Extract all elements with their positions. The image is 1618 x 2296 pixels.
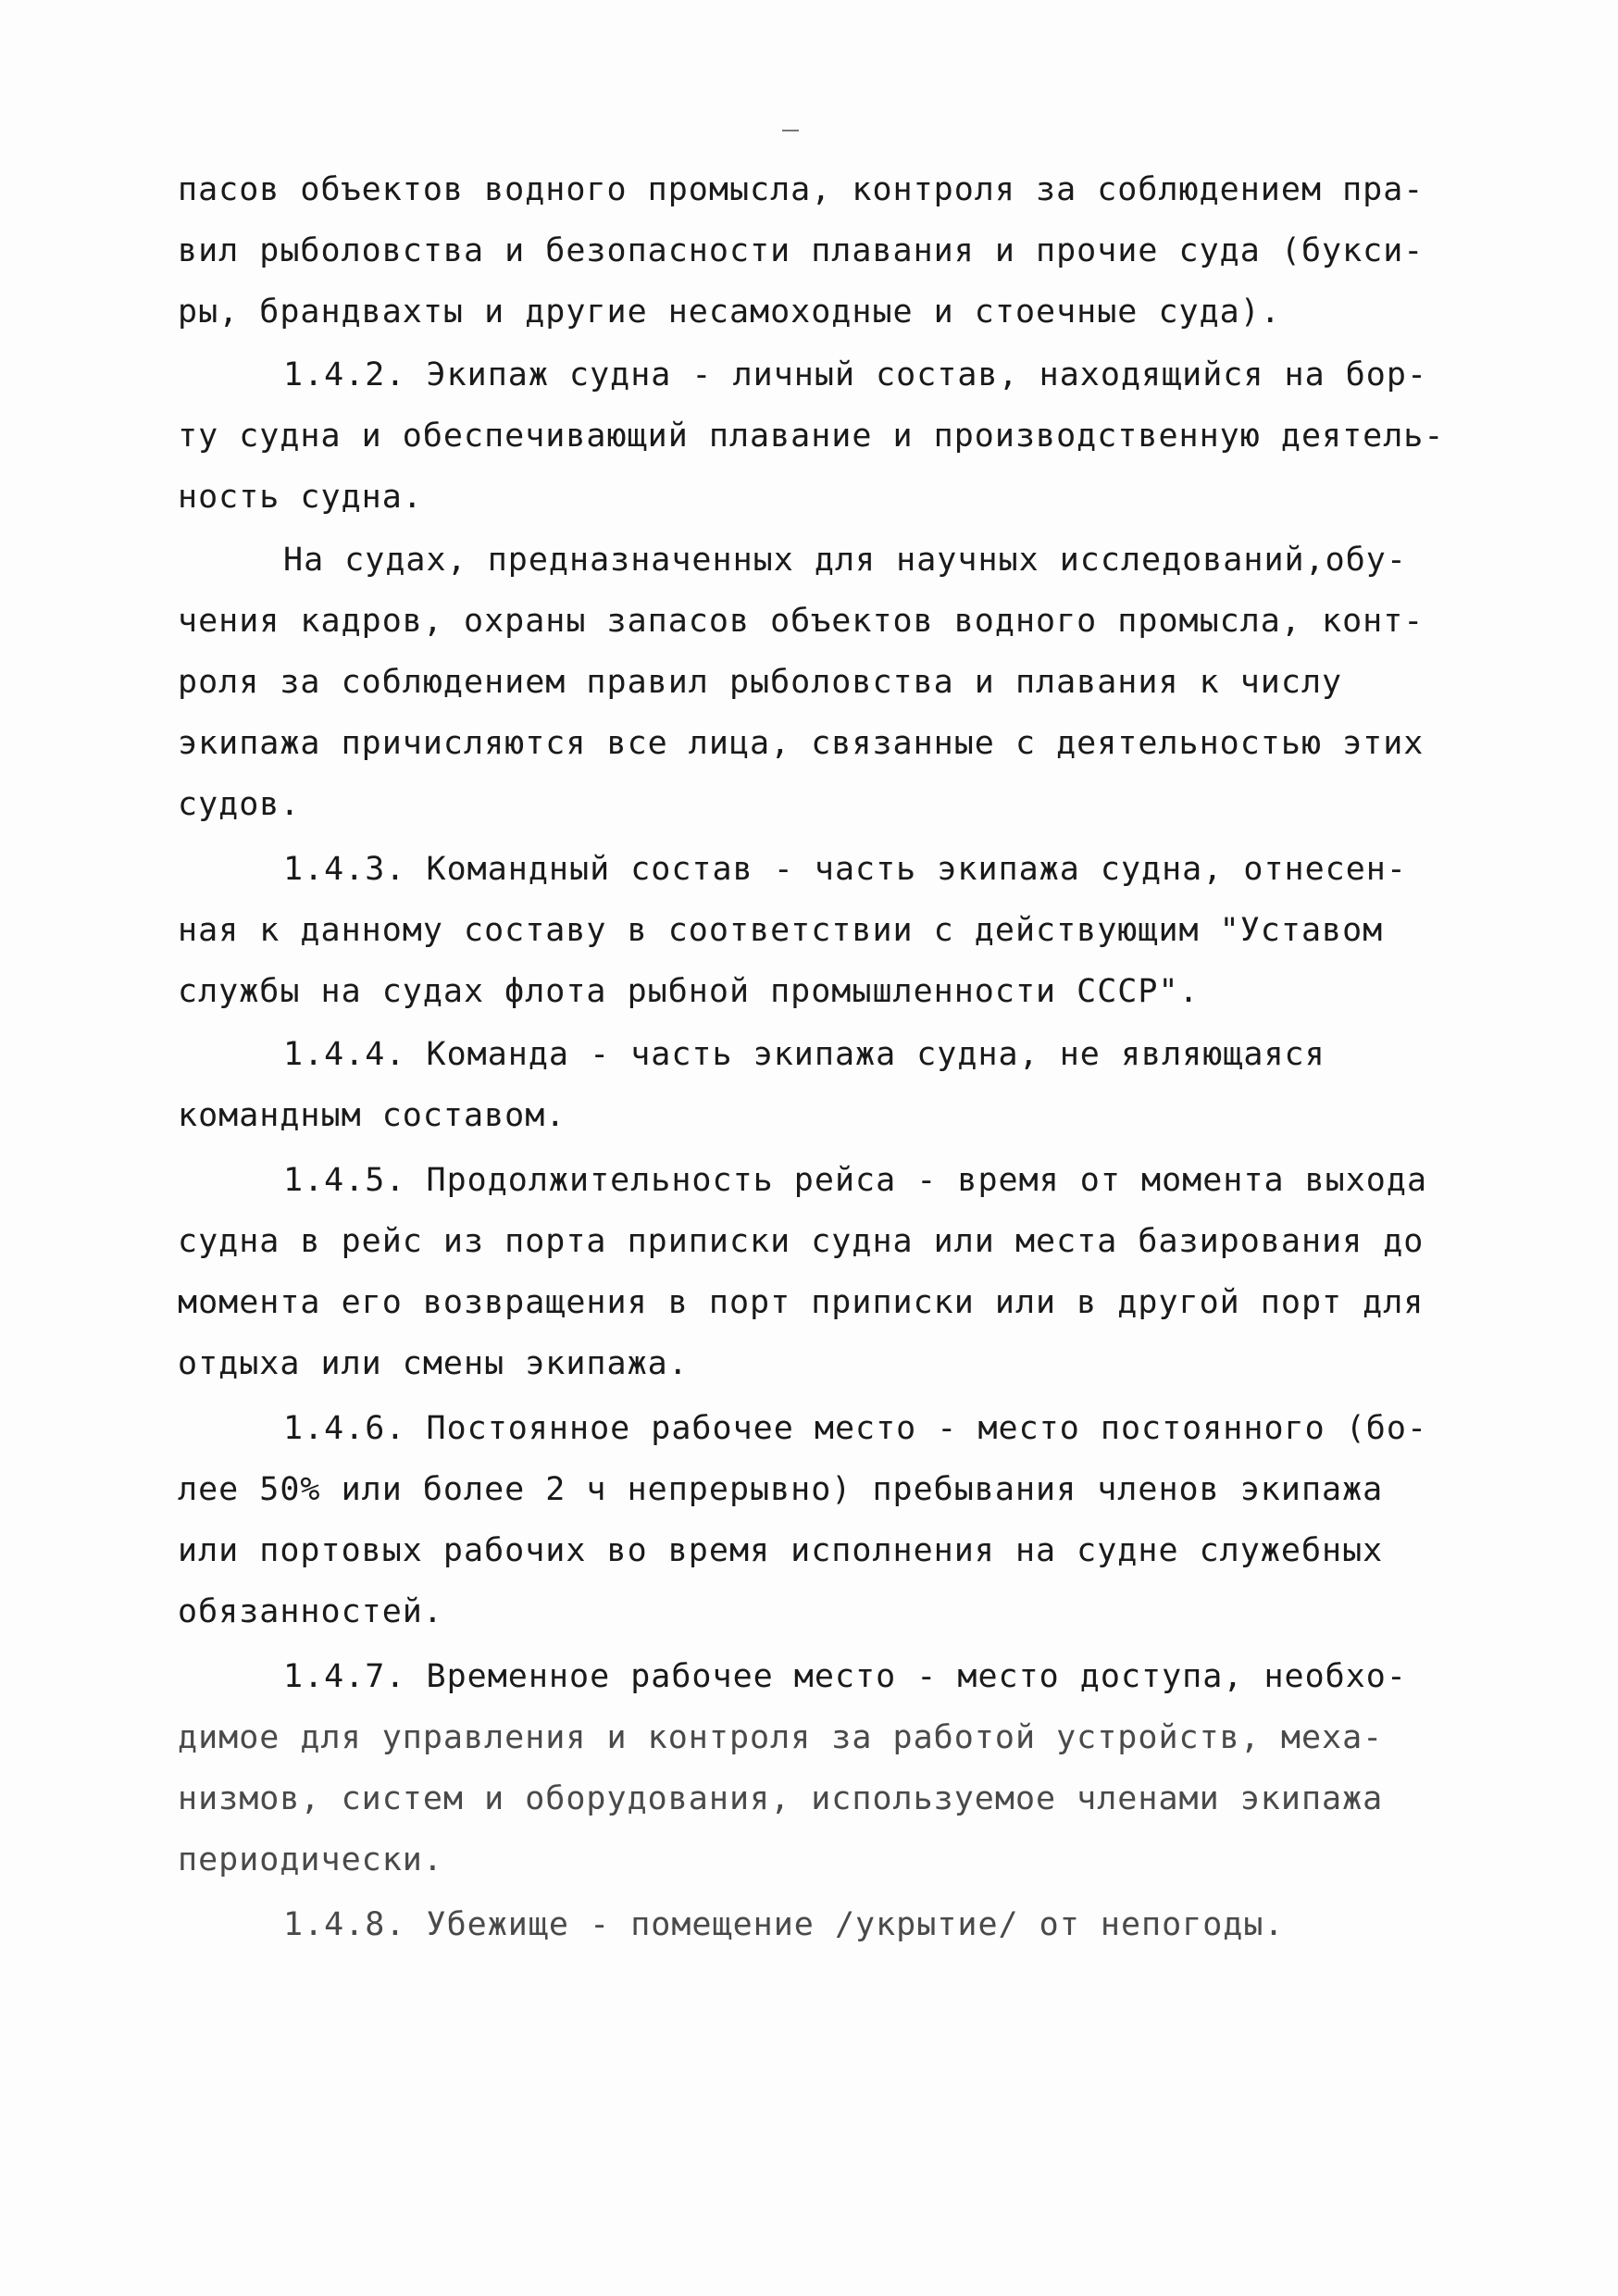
text-line: чения кадров, охраны запасов объектов водного промысла, конт- (178, 603, 1425, 640)
text-line: службы на судах флота рыбной промышленности СССР". (178, 973, 1200, 1010)
text-line: лее 50% или более 2 ч непрерывно) пребывания членов экипажа (178, 1471, 1384, 1508)
paragraph-1-4-6: 1.4.6. Постоянное рабочее место - место постоянного (бо- (283, 1410, 1428, 1447)
text-line: роля за соблюдением правил рыболовства и плавания к числу (178, 664, 1343, 701)
text-line: ная к данному составу в соответствии с действующим "Уставом (178, 912, 1384, 949)
text-line: судов. (178, 786, 301, 823)
text-line: судна в рейс из порта приписки судна или места базирования до (178, 1223, 1425, 1260)
text-line: командным составом. (178, 1097, 566, 1134)
text-line: ры, брандвахты и другие несамоходные и стоечные суда). (178, 293, 1281, 331)
text-line: периодически. (178, 1841, 443, 1878)
paragraph-1-4-2: 1.4.2. Экипаж судна - личный состав, находящийся на бор- (283, 356, 1428, 393)
paragraph-1-4-5: 1.4.5. Продолжительность рейса - время от момента выхода (283, 1162, 1428, 1199)
text-line: ту судна и обеспечивающий плавание и производственную деятель- (178, 418, 1445, 455)
text-line: димое для управления и контроля за работой устройств, меха- (178, 1719, 1384, 1756)
text-line: экипажа причисляются все лица, связанные с деятельностью этих (178, 725, 1425, 762)
text-line: или портовых рабочих во время исполнения на судне служебных (178, 1532, 1384, 1569)
text-line: вил рыболовства и безопасности плавания и прочие суда (букси- (178, 232, 1425, 269)
text-line: момента его возвращения в порт приписки или в другой порт для (178, 1284, 1425, 1321)
paragraph-1-4-7: 1.4.7. Временное рабочее место - место доступа, необхо- (283, 1658, 1407, 1695)
paragraph-1-4-3: 1.4.3. Командный состав - часть экипажа судна, отнесен- (283, 851, 1407, 888)
text-line: пасов объектов водного промысла, контроля за соблюдением пра- (178, 171, 1425, 208)
text-line: обязанностей. (178, 1593, 443, 1630)
text-line: На судах, предназначенных для научных исследований,обу- (283, 542, 1407, 579)
text-line: ность судна. (178, 479, 423, 516)
paragraph-1-4-4: 1.4.4. Команда - часть экипажа судна, не являющаяся (283, 1036, 1326, 1073)
text-line: низмов, систем и оборудования, используемое членами экипажа (178, 1780, 1384, 1817)
text-line: отдыха или смены экипажа. (178, 1345, 689, 1382)
header-dash (782, 130, 799, 131)
paragraph-1-4-8: 1.4.8. Убежище - помещение /укрытие/ от непогоды. (283, 1906, 1285, 1943)
